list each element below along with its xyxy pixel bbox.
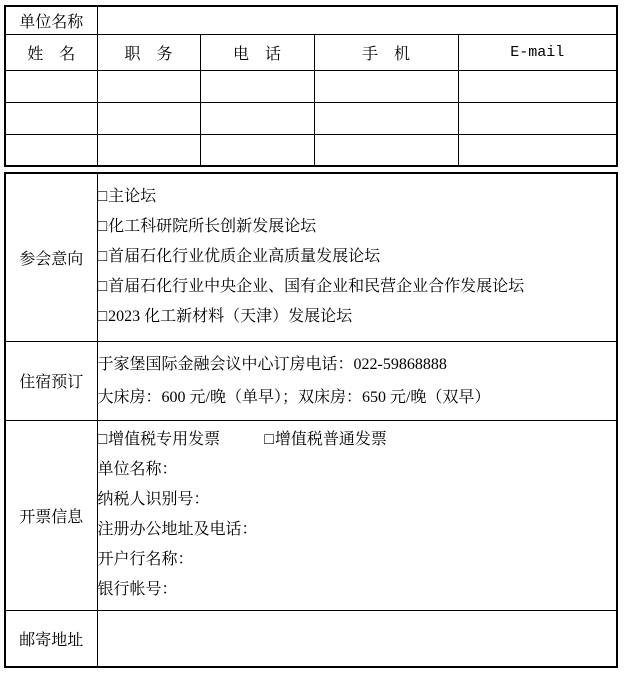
forum-option-label: 主论坛 (108, 188, 157, 206)
checkbox-icon[interactable]: □ (97, 188, 108, 206)
entry-cell-title[interactable] (97, 134, 200, 166)
entry-cell-email[interactable] (458, 102, 617, 134)
entry-cell-phone[interactable] (200, 134, 314, 166)
invoice-field-label: 单位名称： (97, 461, 178, 478)
invoice-row (5, 420, 617, 610)
invoice-field-label: 注册办公地址及电话： (97, 521, 258, 538)
entry-cell-name[interactable] (5, 70, 97, 102)
contact-header-row (5, 34, 617, 70)
unit-name-label: 单位名称 (5, 6, 97, 34)
forum-option-label: 2023 化工新材料（天津）发展论坛 (108, 308, 353, 326)
invoice-option-label: 增值税普通发票 (274, 431, 387, 448)
col-header-phone: 电 话 (200, 34, 314, 70)
entry-cell-email[interactable] (458, 134, 617, 166)
forum-option-research[interactable] (98, 212, 617, 242)
col-header-name: 姓 名 (5, 34, 97, 70)
invoice-field-bank-name[interactable] (98, 545, 617, 575)
contact-entry-row (5, 102, 617, 134)
invoice-option-special[interactable] (98, 431, 221, 448)
forum-option-quality[interactable] (98, 242, 617, 272)
section-label-participation: 参会意向 (5, 173, 97, 341)
forum-option-label: 化工科研院所长创新发展论坛 (108, 218, 317, 236)
section-label-hotel: 住宿预订 (5, 341, 97, 420)
invoice-field-unit-name[interactable] (98, 455, 617, 485)
participation-options (97, 173, 617, 341)
entry-cell-email[interactable] (458, 70, 617, 102)
entry-cell-title[interactable] (97, 70, 200, 102)
participation-row (5, 173, 617, 341)
mailing-address-input-cell[interactable] (97, 610, 617, 667)
invoice-option-label: 增值税专用发票 (108, 431, 221, 448)
hotel-row (5, 341, 617, 420)
mailing-row (5, 610, 617, 667)
entry-cell-phone[interactable] (200, 102, 314, 134)
hotel-price-line: 大床房：600 元/晚（单早）；双床房：650 元/晚（双早） (97, 388, 491, 406)
forum-option-materials[interactable] (98, 302, 617, 332)
entry-cell-mobile[interactable] (314, 102, 458, 134)
invoice-info (97, 420, 617, 610)
invoice-option-regular[interactable] (264, 431, 387, 448)
checkbox-icon[interactable]: □ (97, 278, 108, 296)
entry-cell-mobile[interactable] (314, 134, 458, 166)
forum-option-cooperation[interactable] (98, 272, 617, 302)
forum-option-label: 首届石化行业中央企业、国有企业和民营企业合作发展论坛 (108, 278, 525, 296)
checkbox-icon[interactable]: □ (97, 431, 108, 448)
invoice-type-options (98, 425, 617, 455)
entry-cell-mobile[interactable] (314, 70, 458, 102)
invoice-field-bank-account[interactable] (98, 575, 617, 605)
unit-name-row (5, 6, 617, 34)
contact-table (4, 5, 618, 167)
entry-cell-phone[interactable] (200, 70, 314, 102)
invoice-field-taxpayer-id[interactable] (98, 485, 617, 515)
contact-entry-row (5, 70, 617, 102)
checkbox-icon[interactable]: □ (97, 248, 108, 266)
checkbox-icon[interactable]: □ (264, 431, 274, 448)
checkbox-icon[interactable]: □ (97, 308, 108, 326)
forum-option-label: 首届石化行业优质企业高质量发展论坛 (108, 248, 381, 266)
col-header-mobile: 手 机 (314, 34, 458, 70)
forum-option-main[interactable] (98, 182, 617, 212)
invoice-field-label: 纳税人识别号： (97, 491, 210, 508)
entry-cell-name[interactable] (5, 134, 97, 166)
entry-cell-name[interactable] (5, 102, 97, 134)
col-header-email: E-mail (458, 34, 617, 70)
unit-name-input-cell[interactable] (97, 6, 617, 34)
details-table (4, 172, 618, 668)
invoice-field-address-phone[interactable] (98, 515, 617, 545)
entry-cell-title[interactable] (97, 102, 200, 134)
section-label-invoice: 开票信息 (5, 420, 97, 610)
section-label-mailing: 邮寄地址 (5, 610, 97, 667)
invoice-field-label: 银行帐号： (97, 581, 178, 598)
invoice-field-label: 开户行名称： (97, 551, 194, 568)
checkbox-icon[interactable]: □ (97, 218, 108, 236)
col-header-title: 职 务 (97, 34, 200, 70)
contact-entry-row (5, 134, 617, 166)
hotel-booking-phone-line: 于家堡国际金融会议中心订房电话：022-59868888 (97, 355, 447, 373)
hotel-info (97, 341, 617, 420)
